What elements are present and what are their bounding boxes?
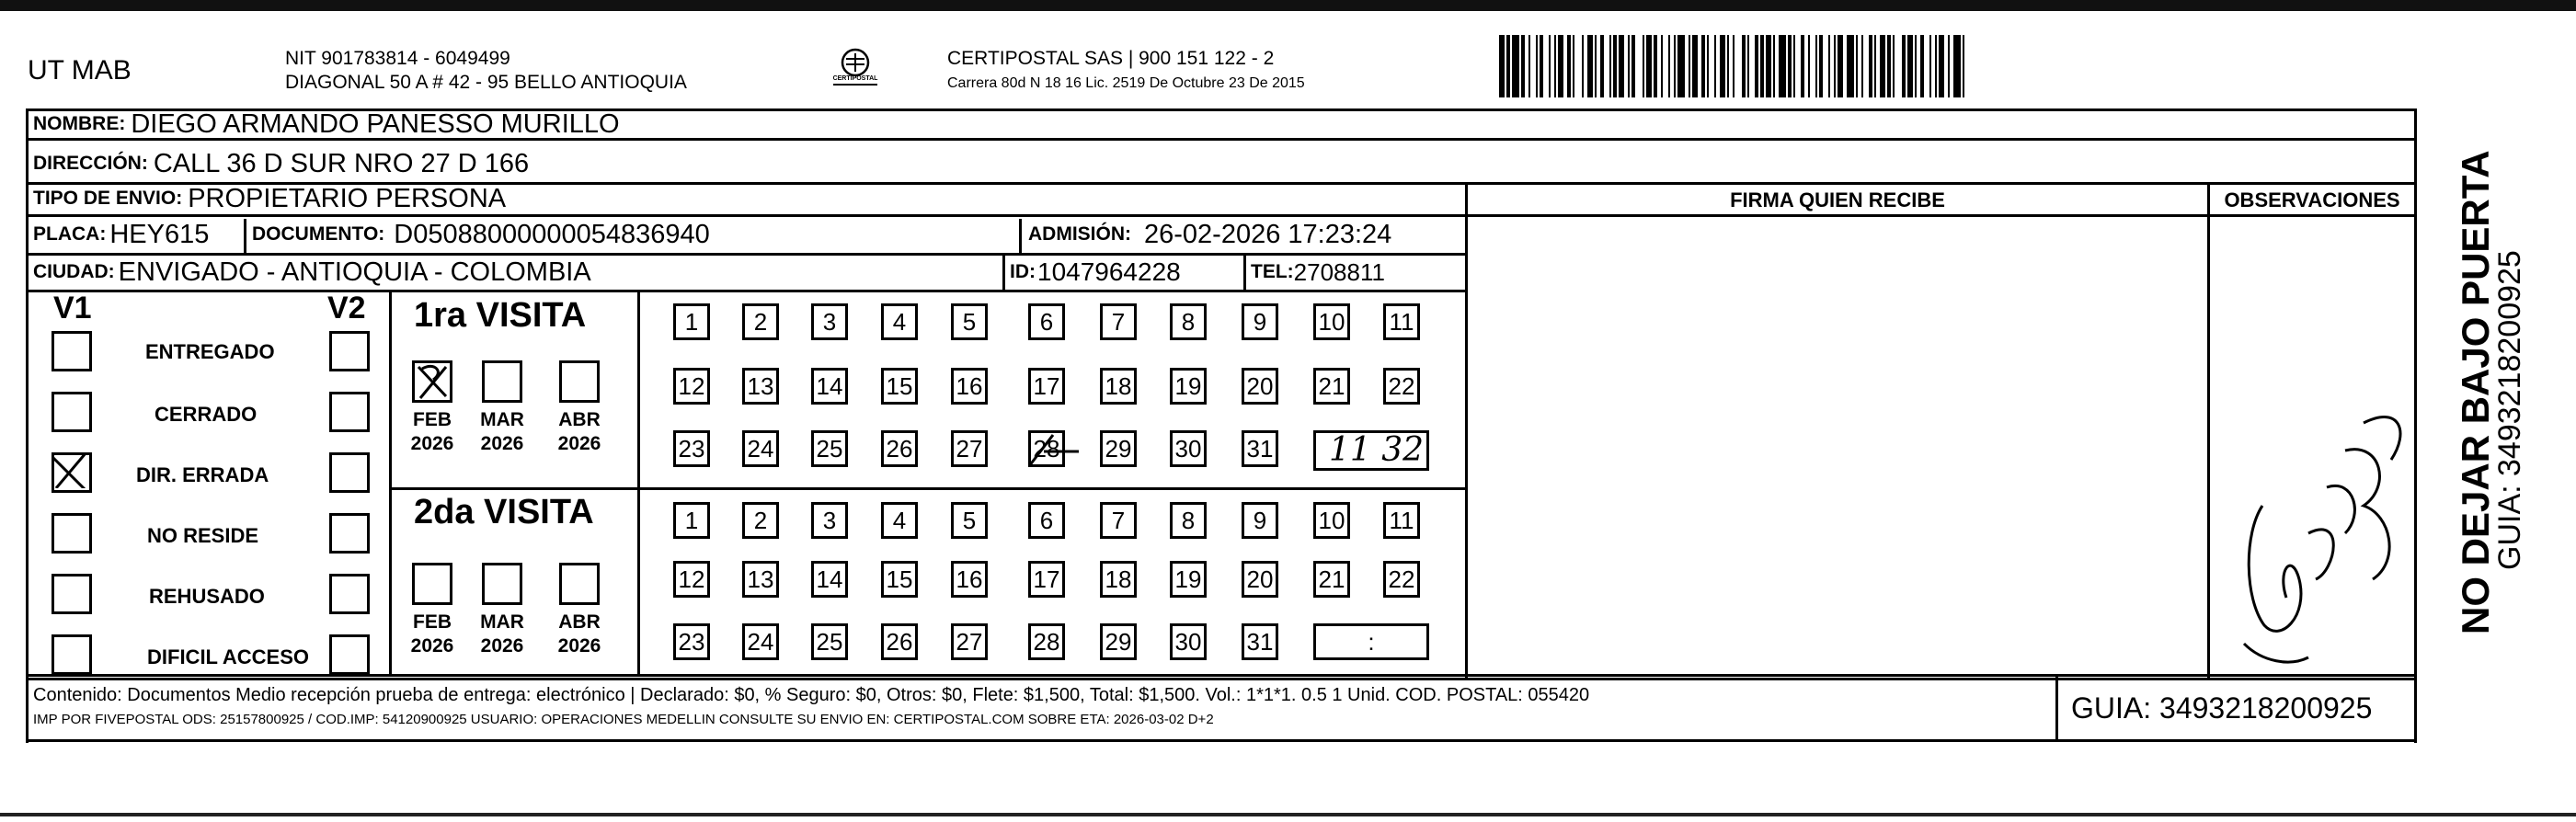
v1-checkbox[interactable]	[52, 574, 92, 614]
scan-top-edge	[0, 0, 2576, 11]
second-visit-day-box[interactable]: 14	[811, 561, 848, 598]
second-visit-day-box[interactable]: 30	[1170, 623, 1207, 660]
tel-field	[1251, 256, 1385, 289]
check-mark-icon	[49, 448, 89, 488]
second-visit-day-box[interactable]: 13	[742, 561, 779, 598]
v1-checkbox[interactable]	[52, 452, 92, 493]
v2-checkbox[interactable]	[329, 331, 370, 371]
month-label: FEB 2026	[410, 409, 454, 454]
footer-line	[26, 674, 2417, 677]
plate-field	[33, 218, 209, 251]
second-visit-day-box[interactable]: 16	[951, 561, 988, 598]
footer-content: Contenido: Documentos Medio recepción prueba de entrega: electrónico | Declarado: $0, % Seguro: $0, Otros: $0, Flete: $1,500, Total: $1,500. Vol.: 1*1*1. 0.5 1 Unid. COD. POSTAL: 055420	[33, 685, 1590, 705]
tel-label: TEL:	[1251, 261, 1294, 282]
first-visit-day-box[interactable]: 4	[881, 303, 918, 340]
footer-bottom	[26, 739, 2417, 742]
admission-value: 26-02-2026 17:23:24	[1144, 219, 1392, 249]
second-visit-day-box[interactable]: 31	[1242, 623, 1278, 660]
second-visit-day-box[interactable]: 17	[1028, 561, 1065, 598]
second-visit-time-box[interactable]: :	[1313, 623, 1429, 660]
carrier-name: CERTIPOSTAL SAS | 900 151 122 - 2	[947, 48, 1275, 69]
first-visit-day-box[interactable]: 2	[742, 303, 779, 340]
first-visit-day-box[interactable]: 31	[1242, 430, 1278, 467]
second-visit-day-box[interactable]: 28	[1028, 623, 1065, 660]
first-visit-day-box[interactable]: 28	[1028, 430, 1065, 467]
plate-label: PLACA:	[33, 223, 107, 245]
city-value: ENVIGADO - ANTIOQUIA - COLOMBIA	[118, 257, 591, 287]
first-visit-day-box[interactable]: 13	[742, 368, 779, 405]
scan-bottom-edge	[0, 813, 2576, 816]
name-label: NOMBRE:	[33, 113, 126, 134]
second-visit-day-box[interactable]: 21	[1313, 561, 1350, 598]
barcode-bar	[1635, 35, 1643, 97]
row-line	[1465, 214, 2417, 217]
id-value: 1047964228	[1037, 257, 1181, 286]
cell-sep	[1019, 219, 1022, 253]
barcode-bar	[1677, 35, 1685, 97]
barcode-bar	[1964, 35, 1970, 97]
barcode-bar	[1953, 35, 1961, 97]
name-value: DIEGO ARMANDO PANESSO MURILLO	[131, 108, 620, 139]
first-visit-month-box[interactable]	[412, 360, 452, 403]
handwritten-signature	[2207, 294, 2417, 671]
second-visit-day-box[interactable]: 8	[1170, 502, 1207, 539]
first-visit-day-box[interactable]: 15	[881, 368, 918, 405]
first-visit-day-box[interactable]: 19	[1170, 368, 1207, 405]
city-field	[33, 256, 591, 289]
cell-sep	[1243, 256, 1246, 290]
second-visit-title: 2da VISITA	[414, 493, 594, 531]
v2-checkbox[interactable]	[329, 392, 370, 432]
status-label: CERRADO	[155, 403, 258, 426]
second-visit-day-box[interactable]: 25	[811, 623, 848, 660]
month-label: FEB 2026	[410, 611, 454, 656]
first-visit-day-box[interactable]: 23	[673, 430, 710, 467]
second-visit-month-box[interactable]	[482, 563, 522, 605]
second-visit-day-box[interactable]: 10	[1313, 502, 1350, 539]
barcode-bar	[1574, 35, 1582, 97]
first-visit-day-box[interactable]: 22	[1383, 368, 1420, 405]
first-visit-day-box[interactable]: 10	[1313, 303, 1350, 340]
second-visit-day-box[interactable]: 24	[742, 623, 779, 660]
second-visit-month-box[interactable]	[412, 563, 452, 605]
second-visit-day-box[interactable]: 5	[951, 502, 988, 539]
barcode-bar	[1847, 35, 1854, 97]
company-nit: NIT 901783814 - 6049499	[285, 48, 510, 69]
second-visit-day-box[interactable]: 12	[673, 561, 710, 598]
observations-header: OBSERVACIONES	[2224, 188, 2400, 211]
company-address: DIAGONAL 50 A # 42 - 95 BELLO ANTIOQUIA	[285, 72, 687, 93]
col-sep-signature	[1465, 182, 1468, 680]
city-label: CIUDAD:	[33, 261, 115, 282]
barcode	[1499, 35, 1970, 97]
barcode-bar	[1779, 35, 1786, 97]
month-label: ABR 2026	[557, 611, 601, 656]
first-visit-day-box[interactable]: 20	[1242, 368, 1278, 405]
barcode-bar	[1735, 35, 1742, 97]
second-visit-day-box[interactable]: 3	[811, 502, 848, 539]
barcode-bar	[1895, 35, 1902, 97]
visits-sep	[637, 290, 640, 674]
first-visit-day-box[interactable]: 1	[673, 303, 710, 340]
document-field	[252, 218, 710, 251]
id-field	[1010, 256, 1181, 289]
v1-checkbox[interactable]	[52, 634, 92, 675]
type-label: TIPO DE ENVIO:	[33, 188, 183, 209]
carrier-license: Carrera 80d N 18 16 Lic. 2519 De Octubre 23 De 2015	[947, 75, 1305, 91]
first-visit-day-box[interactable]: 8	[1170, 303, 1207, 340]
logo-text: CERTIPOSTAL	[832, 75, 878, 82]
first-visit-month-box[interactable]	[482, 360, 522, 403]
company-name: UT MAB	[28, 55, 132, 86]
type-value: PROPIETARIO PERSONA	[188, 183, 507, 213]
second-visit-day-box[interactable]: 9	[1242, 502, 1278, 539]
status-sep	[389, 290, 392, 674]
v1-checkbox[interactable]	[52, 331, 92, 371]
v2-checkbox[interactable]	[329, 574, 370, 614]
first-visit-title: 1ra VISITA	[414, 296, 587, 335]
status-label: REHUSADO	[149, 585, 265, 608]
address-row	[33, 145, 529, 182]
v2-checkbox[interactable]	[329, 634, 370, 675]
address-label: DIRECCIÓN:	[33, 153, 148, 174]
side-small-text: GUIA: 3493218200925	[2492, 250, 2527, 570]
second-visit-day-box[interactable]: 2	[742, 502, 779, 539]
cell-sep	[244, 219, 246, 253]
second-visit-day-box[interactable]: 15	[881, 561, 918, 598]
second-visit-day-box[interactable]: 22	[1383, 561, 1420, 598]
plate-value: HEY615	[109, 219, 210, 249]
first-visit-day-box[interactable]: 26	[881, 430, 918, 467]
first-visit-day-box[interactable]: 25	[811, 430, 848, 467]
first-visit-day-box[interactable]: 21	[1313, 368, 1350, 405]
name-row	[33, 108, 620, 140]
footer-print-info: IMP POR FIVEPOSTAL ODS: 25157800925 / COD.IMP: 54120900925 USUARIO: OPERACIONES MEDELLIN CONSULTE SU ENVIO EN: CERTIPOSTAL.COM SOBRE ETA: 2026-03-02 D+2	[33, 712, 1214, 727]
document-label: DOCUMENTO:	[252, 223, 385, 245]
first-visit-month-box[interactable]	[559, 360, 600, 403]
first-visit-day-box[interactable]: 30	[1170, 430, 1207, 467]
status-label: DIR. ERRADA	[136, 463, 269, 486]
first-visit-day-box[interactable]: 6	[1028, 303, 1065, 340]
frame-left	[26, 108, 29, 743]
status-label: DIFICIL ACCESO	[147, 645, 310, 668]
document-value: D05088000000054836940	[394, 219, 710, 249]
first-visit-day-box[interactable]: 17	[1028, 368, 1065, 405]
footer-guia: GUIA: 3493218200925	[2071, 691, 2373, 725]
first-visit-day-box[interactable]: 29	[1100, 430, 1137, 467]
first-visit-day-box[interactable]: 5	[951, 303, 988, 340]
first-visit-day-box[interactable]: 14	[811, 368, 848, 405]
second-visit-day-box[interactable]: 20	[1242, 561, 1278, 598]
barcode-bar	[1512, 35, 1519, 97]
month-label: MAR 2026	[480, 409, 524, 454]
admission-label: ADMISIÓN:	[1028, 223, 1131, 245]
v1-header: V1	[53, 291, 92, 325]
second-visit-day-box[interactable]: 11	[1383, 502, 1420, 539]
second-visit-month-box[interactable]	[559, 563, 600, 605]
first-visit-day-box[interactable]: 7	[1100, 303, 1137, 340]
second-visit-day-box[interactable]: 27	[951, 623, 988, 660]
type-row	[33, 182, 506, 215]
second-visit-day-box[interactable]: 1	[673, 502, 710, 539]
id-label: ID:	[1010, 261, 1036, 282]
handwritten-time	[1313, 430, 1429, 471]
month-label: MAR 2026	[480, 611, 524, 656]
status-label: NO RESIDE	[147, 524, 259, 547]
visit-divider	[389, 487, 1465, 490]
first-visit-day-box[interactable]: 9	[1242, 303, 1278, 340]
tel-value: 2708811	[1293, 257, 1385, 286]
strike-mark-icon	[1025, 429, 1081, 470]
second-visit-day-box[interactable]: 18	[1100, 561, 1137, 598]
status-label: ENTREGADO	[145, 340, 275, 363]
second-visit-day-box[interactable]: 26	[881, 623, 918, 660]
first-visit-day-box[interactable]: 18	[1100, 368, 1137, 405]
address-value: CALL 36 D SUR NRO 27 D 166	[153, 148, 530, 178]
certipostal-logo	[828, 44, 883, 97]
signature-header: FIRMA QUIEN RECIBE	[1730, 188, 1945, 211]
first-visit-day-box[interactable]: 11	[1383, 303, 1420, 340]
handwritten-time-value: 11 32	[1329, 431, 1425, 469]
admission-field	[1028, 218, 1391, 251]
v1-checkbox[interactable]	[52, 513, 92, 554]
first-visit-day-box[interactable]: 16	[951, 368, 988, 405]
cell-sep	[1002, 256, 1005, 290]
side-big-text: NO DEJAR BAJO PUERTA	[2454, 150, 2497, 634]
second-visit-day-box[interactable]: 29	[1100, 623, 1137, 660]
check-mark-icon	[413, 360, 453, 402]
row-line	[26, 290, 1465, 292]
v2-checkbox[interactable]	[329, 513, 370, 554]
second-visit-day-box[interactable]: 23	[673, 623, 710, 660]
second-visit-day-box[interactable]: 4	[881, 502, 918, 539]
month-label: ABR 2026	[557, 409, 601, 454]
v2-header: V2	[327, 291, 366, 325]
frame-right	[2414, 108, 2417, 743]
first-visit-day-box[interactable]: 24	[742, 430, 779, 467]
second-visit-day-box[interactable]: 7	[1100, 502, 1137, 539]
guia-sep	[2055, 674, 2058, 742]
second-visit-day-box[interactable]: 19	[1170, 561, 1207, 598]
second-visit-day-box[interactable]: 6	[1028, 502, 1065, 539]
v2-checkbox[interactable]	[329, 452, 370, 493]
first-visit-day-box[interactable]: 12	[673, 368, 710, 405]
first-visit-day-box[interactable]: 3	[811, 303, 848, 340]
first-visit-day-box[interactable]: 27	[951, 430, 988, 467]
v1-checkbox[interactable]	[52, 392, 92, 432]
